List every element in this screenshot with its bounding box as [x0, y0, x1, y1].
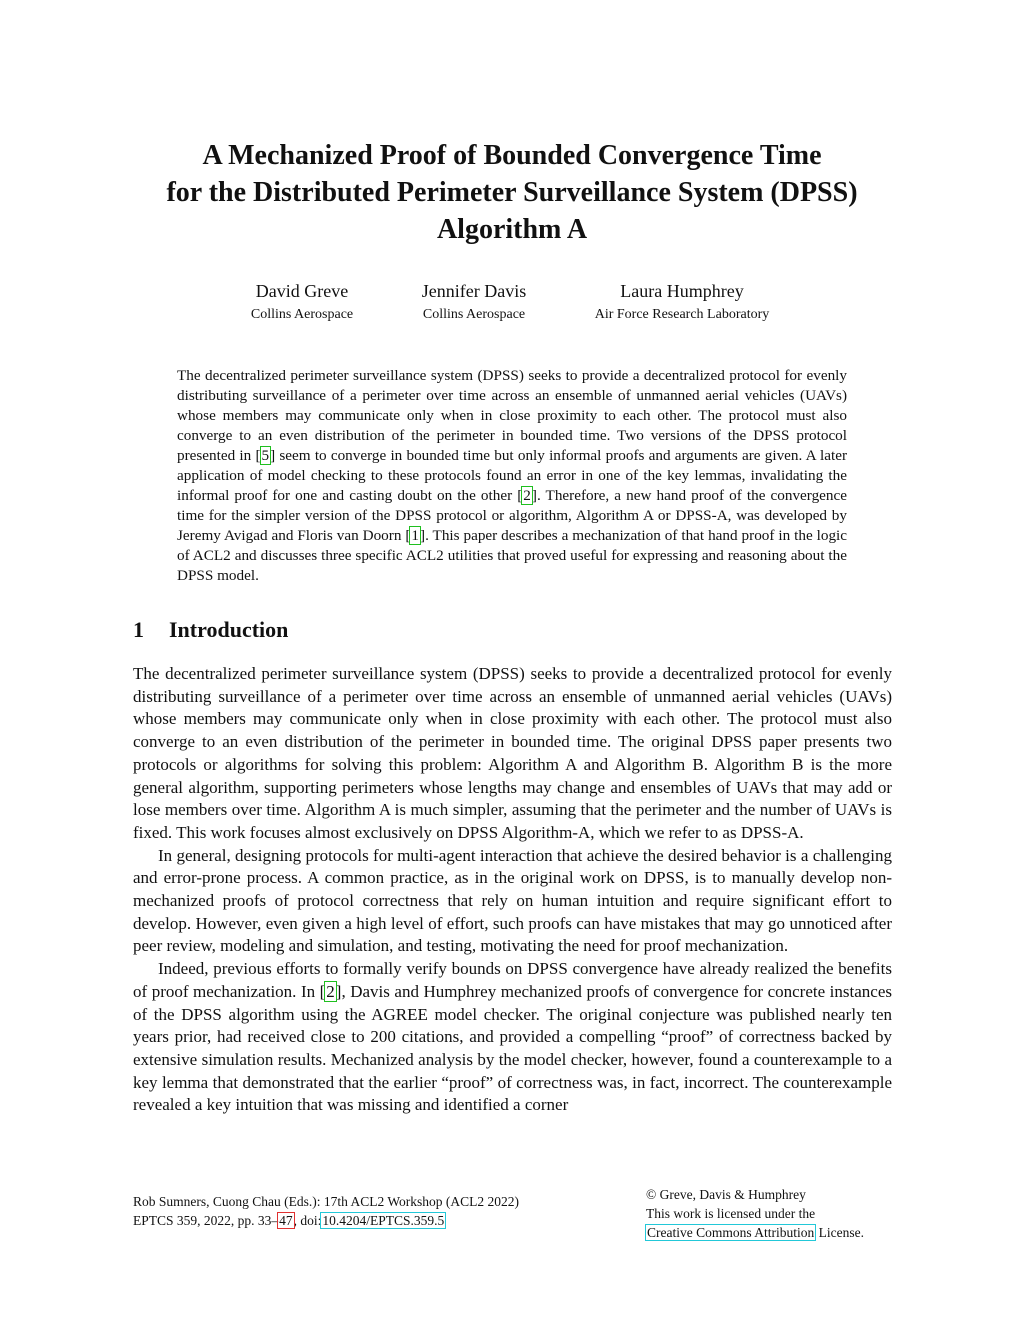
abstract-text: ] seem to converge in bounded time but only informal proofs and arguments are given. A later application of model checking to these protocols found an error in one of the key lemmas, invalidating the informal proof for one and casting doubt on the other [ — [177, 447, 848, 504]
paragraph: In general, designing protocols for multi-agent interaction that achieve the desired behavior is a challenging and error-prone process. A common practice, as in the original work on DPSS, is to manually develop non-mechanized proofs of protocol correctness that rely on human intuition and require significant effort to develop. However, even given a high level of effort, such proofs can have mistakes that may go unnoticed after peer review, modeling and simulation, and testing, motivating the need for proof mechanization. — [133, 845, 892, 956]
author-block — [404, 280, 544, 324]
author-block — [232, 280, 372, 324]
footer-publication-info — [133, 1192, 519, 1230]
citation-link[interactable]: 5 — [261, 447, 270, 464]
section-heading — [133, 617, 288, 643]
license-link[interactable]: Creative Commons Attribution — [647, 1225, 815, 1240]
abstract-text: ]. Therefore, a new hand proof of the convergence time for the simpler version of the DPSS protocol or algorithm, Algorithm A or DPSS-A, was developed by Jeremy Avigad and Floris van Doorn [ — [177, 487, 847, 544]
author-block — [572, 280, 792, 324]
paragraph: The decentralized perimeter surveillance system (DPSS) seeks to provide a decentralized protocol for evenly distributing surveillance of a perimeter over time across an ensemble of unmanned aerial vehicles (UAVs) whose members may communicate only when in close proximity with each other. The protocol must also converge to an even distribution of the perimeter in bounded time. The original DPSS paper presents two protocols or algorithms for solving this problem: Algorithm A and Algorithm B. Algorithm B is the more general algorithm, supporting perimeters whose lengths may change and ensembles of UAVs that may add or lose members over time. Algorithm A is much simpler, assuming that the perimeter and the number of UAVs is fixed. This work focuses almost exclusively on DPSS Algorithm-A, which we refer to as DPSS-A. — [133, 664, 892, 842]
footer-proceedings: Rob Sumners, Cuong Chau (Eds.): 17th ACL2 Workshop (ACL2 2022) — [133, 1194, 520, 1209]
footer-doi-label: , doi: — [293, 1213, 322, 1228]
abstract-text: ]. This paper describes a mechanization of that hand proof in the logic of ACL2 and discusses three specific ACL2 utilities that proved useful for expressing and reasoning about the DPSS model. — [177, 527, 847, 584]
abstract-text: The decentralized perimeter surveillance system (DPSS) seeks to provide a decentralized protocol for evenly distributing surveillance of a perimeter over time across an ensemble of unmanned aerial vehicles (UAVs) whose members may communicate only when in close proximity to each other. The protocol must also converge to an even distribution of the perimeter in bounded time. Two versions of the DPSS protocol presented in [ — [177, 367, 847, 464]
author-name: Laura Humphrey — [620, 281, 744, 301]
title-line-1: A Mechanized Proof of Bounded Convergence Time — [202, 140, 822, 171]
author-name: Jennifer Davis — [421, 281, 527, 301]
paragraph-text: ], Davis and Humphrey mechanized proofs of convergence for concrete instances of the DPSS algorithm using the AGREE model checker. The original conjecture was published nearly ten years prior, had received close to 200 citations, and provided a compelling “proof” of correctness backed by extensive simulation results. Mechanized analysis by the model checker, however, found a counterexample to a key lemma that demonstrated that the earlier “proof” of correctness was, in fact, incorrect. The counterexample revealed a key intuition that was missing and identified a corner — [133, 981, 892, 1115]
footer-license-info — [646, 1185, 864, 1242]
section-number: 1 — [133, 617, 144, 642]
author-affiliation: Collins Aerospace — [422, 307, 526, 322]
footer-citation-line — [133, 1211, 519, 1230]
author-affiliation: Collins Aerospace — [250, 307, 354, 322]
license-line — [646, 1223, 864, 1242]
paragraph-text: Indeed, previous efforts to formally verify bounds on DPSS convergence have already realized the benefits of proof mechanization. In [ — [133, 959, 892, 1001]
citation-link[interactable]: 2 — [326, 981, 335, 1001]
title-line-2: for the Distributed Perimeter Surveillance System (DPSS) — [166, 177, 858, 208]
section-title: Introduction — [169, 617, 289, 642]
citation-link[interactable]: 2 — [523, 487, 531, 504]
author-affiliation: Air Force Research Laboratory — [594, 307, 770, 322]
paper-title — [0, 137, 1024, 248]
introduction-body — [133, 663, 892, 1117]
citation-link[interactable]: 1 — [411, 527, 420, 544]
author-name: David Greve — [255, 281, 349, 301]
footer-pages: EPTCS 359, 2022, pp. 33– — [133, 1213, 279, 1228]
license-suffix: License. — [815, 1225, 864, 1240]
last-page-link[interactable]: 47 — [279, 1213, 293, 1228]
doi-link[interactable]: 10.4204/EPTCS.359.5 — [322, 1213, 445, 1228]
paragraph — [133, 958, 892, 1117]
copyright-notice: © Greve, Davis & Humphrey — [646, 1187, 806, 1202]
title-line-3: Algorithm A — [436, 214, 588, 245]
abstract — [177, 366, 847, 586]
license-text: This work is licensed under the — [646, 1206, 816, 1221]
